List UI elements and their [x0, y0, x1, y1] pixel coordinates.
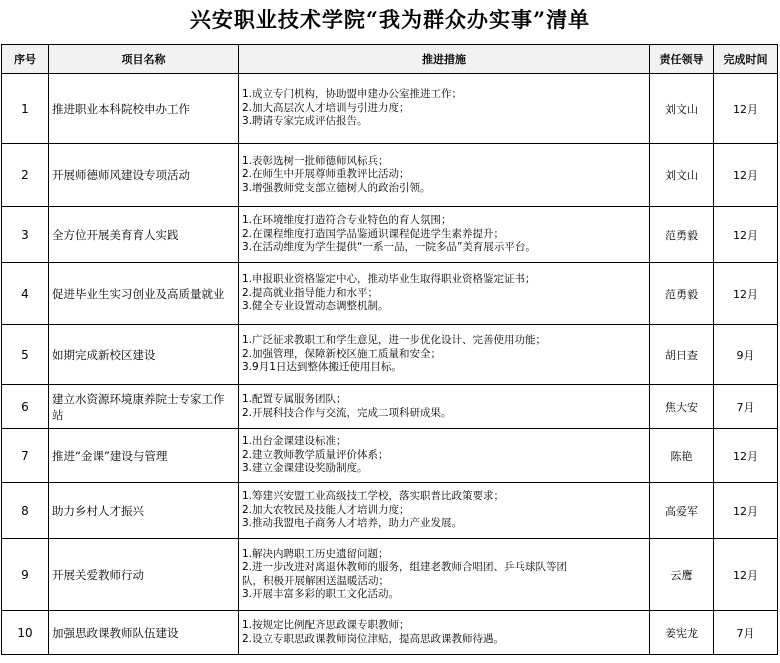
row-measures — [239, 385, 650, 429]
measure-line: 3.健全专业设置动态调整机制。 — [242, 300, 389, 313]
row-seq: 7 — [2, 429, 49, 483]
measure-line: 1.在环境维度打造符合专业特色的育人氛围； — [242, 214, 452, 227]
row-leader: 焦大安 — [650, 385, 714, 429]
row-project-name: 推进“金课”建设与管理 — [49, 429, 239, 483]
table-row — [2, 207, 778, 263]
table-row — [2, 74, 778, 144]
header-measures: 推进措施 — [239, 45, 650, 74]
row-project-name: 助力乡村人才振兴 — [49, 483, 239, 539]
table-row — [2, 539, 778, 611]
row-measures — [239, 74, 650, 144]
row-leader: 姜宪龙 — [650, 611, 714, 655]
row-project-name: 促进毕业生实习创业及高质量就业 — [49, 263, 239, 325]
row-deadline: 12月 — [714, 539, 778, 611]
row-deadline: 12月 — [714, 74, 778, 144]
row-measures — [239, 263, 650, 325]
measure-line: 2.在课程维度打造国学品鉴通识课程促进学生素养提升； — [242, 227, 505, 240]
measure-line: 2.在师生中开展尊师重教评比活动； — [242, 168, 410, 181]
row-seq: 2 — [2, 144, 49, 207]
row-project-name: 加强思政课教师队伍建设 — [49, 611, 239, 655]
measure-line: 1.成立专门机构，协助盟申建办公室推进工作； — [242, 88, 463, 101]
table-row — [2, 325, 778, 385]
measure-line: 3.在活动维度为学生提供“一系一品，一院多品”美育展示平台。 — [242, 241, 536, 254]
row-deadline: 12月 — [714, 429, 778, 483]
row-measures — [239, 207, 650, 263]
row-measures — [239, 325, 650, 385]
row-seq: 4 — [2, 263, 49, 325]
row-deadline: 12月 — [714, 483, 778, 539]
row-leader: 刘文山 — [650, 74, 714, 144]
row-seq: 3 — [2, 207, 49, 263]
task-table — [1, 44, 778, 655]
row-leader: 胡日查 — [650, 325, 714, 385]
measure-line: 2.开展科技合作与交流，完成二项科研成果。 — [242, 406, 452, 419]
row-measures — [239, 429, 650, 483]
row-leader: 范勇毅 — [650, 207, 714, 263]
row-deadline: 12月 — [714, 263, 778, 325]
measure-line: 1.筹建兴安盟工业高级技工学校，落实职普比政策要求； — [242, 490, 505, 503]
table-row — [2, 263, 778, 325]
table-row — [2, 429, 778, 483]
row-leader: 刘文山 — [650, 144, 714, 207]
row-project-name: 如期完成新校区建设 — [49, 325, 239, 385]
page-title: 兴安职业技术学院“我为群众办实事”清单 — [189, 7, 591, 32]
row-project-name: 开展师德师风建设专项活动 — [49, 144, 239, 207]
measure-line: 3.增强教师党支部立德树人的政治引领。 — [242, 181, 431, 194]
measure-line: 1.广泛征求教职工和学生意见，进一步优化设计、完善使用功能； — [242, 334, 547, 347]
row-deadline: 12月 — [714, 207, 778, 263]
row-deadline: 9月 — [714, 325, 778, 385]
measure-line: 2.加大农牧民及技能人才培训力度； — [242, 503, 410, 516]
measure-line: 2.设立专职思政课教师岗位津贴，提高思政课教师待遇。 — [242, 632, 505, 645]
row-project-name: 建立水资源环境康养院士专家工作站 — [49, 385, 239, 429]
header-leader: 责任领导 — [650, 45, 714, 74]
measure-line: 3.建立金课建设奖励制度。 — [242, 462, 368, 475]
row-measures — [239, 539, 650, 611]
row-measures — [239, 483, 650, 539]
table-row — [2, 483, 778, 539]
row-measures — [239, 611, 650, 655]
measure-line: 3.开展丰富多彩的职工文化活动。 — [242, 588, 400, 600]
row-project-name: 推进职业本科院校申办工作 — [49, 74, 239, 144]
row-seq: 10 — [2, 611, 49, 655]
measure-line: 队，积极开展解困送温暖活动； — [242, 574, 389, 587]
row-project-name: 全方位开展美育育人实践 — [49, 207, 239, 263]
table-row — [2, 144, 778, 207]
row-leader: 高爱军 — [650, 483, 714, 539]
row-leader: 范勇毅 — [650, 263, 714, 325]
measure-line: 2.建立教师教学质量评价体系； — [242, 448, 389, 461]
row-leader: 云鹰 — [650, 539, 714, 611]
row-project-name: 开展关爱教师行动 — [49, 539, 239, 611]
measure-line: 2.进一步改进对离退休教师的服务，组建老教师合唱团、乒乓球队等团 — [242, 561, 568, 573]
measure-line: 3.聘请专家完成评估报告。 — [242, 115, 368, 128]
measure-line: 1.申报职业资格鉴定中心，推动毕业生取得职业资格鉴定证书； — [242, 273, 536, 286]
header-deadline: 完成时间 — [714, 45, 778, 74]
measure-line: 1.出台金课建设标准； — [242, 435, 347, 448]
row-seq: 6 — [2, 385, 49, 429]
row-deadline: 12月 — [714, 144, 778, 207]
table-row — [2, 611, 778, 655]
measure-line: 3.推动我盟电子商务人才培养，助力产业发展。 — [242, 517, 463, 530]
measure-line: 3.9月1日达到整体搬迁使用目标。 — [242, 361, 402, 374]
row-deadline: 7月 — [714, 611, 778, 655]
table-row — [2, 385, 778, 429]
header-seq: 序号 — [2, 45, 49, 74]
header-row — [2, 45, 778, 74]
measure-line: 1.表彰选树一批师德师风标兵； — [242, 154, 389, 167]
header-name: 项目名称 — [49, 45, 239, 74]
row-leader: 陈艳 — [650, 429, 714, 483]
row-measures — [239, 144, 650, 207]
row-seq: 8 — [2, 483, 49, 539]
row-seq: 5 — [2, 325, 49, 385]
measure-line: 1.按规定比例配齐思政课专职教师； — [242, 619, 410, 631]
measure-line: 2.加大高层次人才培训与引进力度； — [242, 101, 410, 114]
measure-line: 1.配置专属服务团队； — [242, 393, 347, 405]
measure-line: 1.解决内聘职工历史遗留问题； — [242, 547, 389, 560]
measure-line: 2.提高就业指导能力和水平； — [242, 286, 379, 299]
measure-line: 2.加强管理，保障新校区施工质量和安全； — [242, 347, 442, 360]
row-seq: 1 — [2, 74, 49, 144]
row-seq: 9 — [2, 539, 49, 611]
row-deadline: 7月 — [714, 385, 778, 429]
